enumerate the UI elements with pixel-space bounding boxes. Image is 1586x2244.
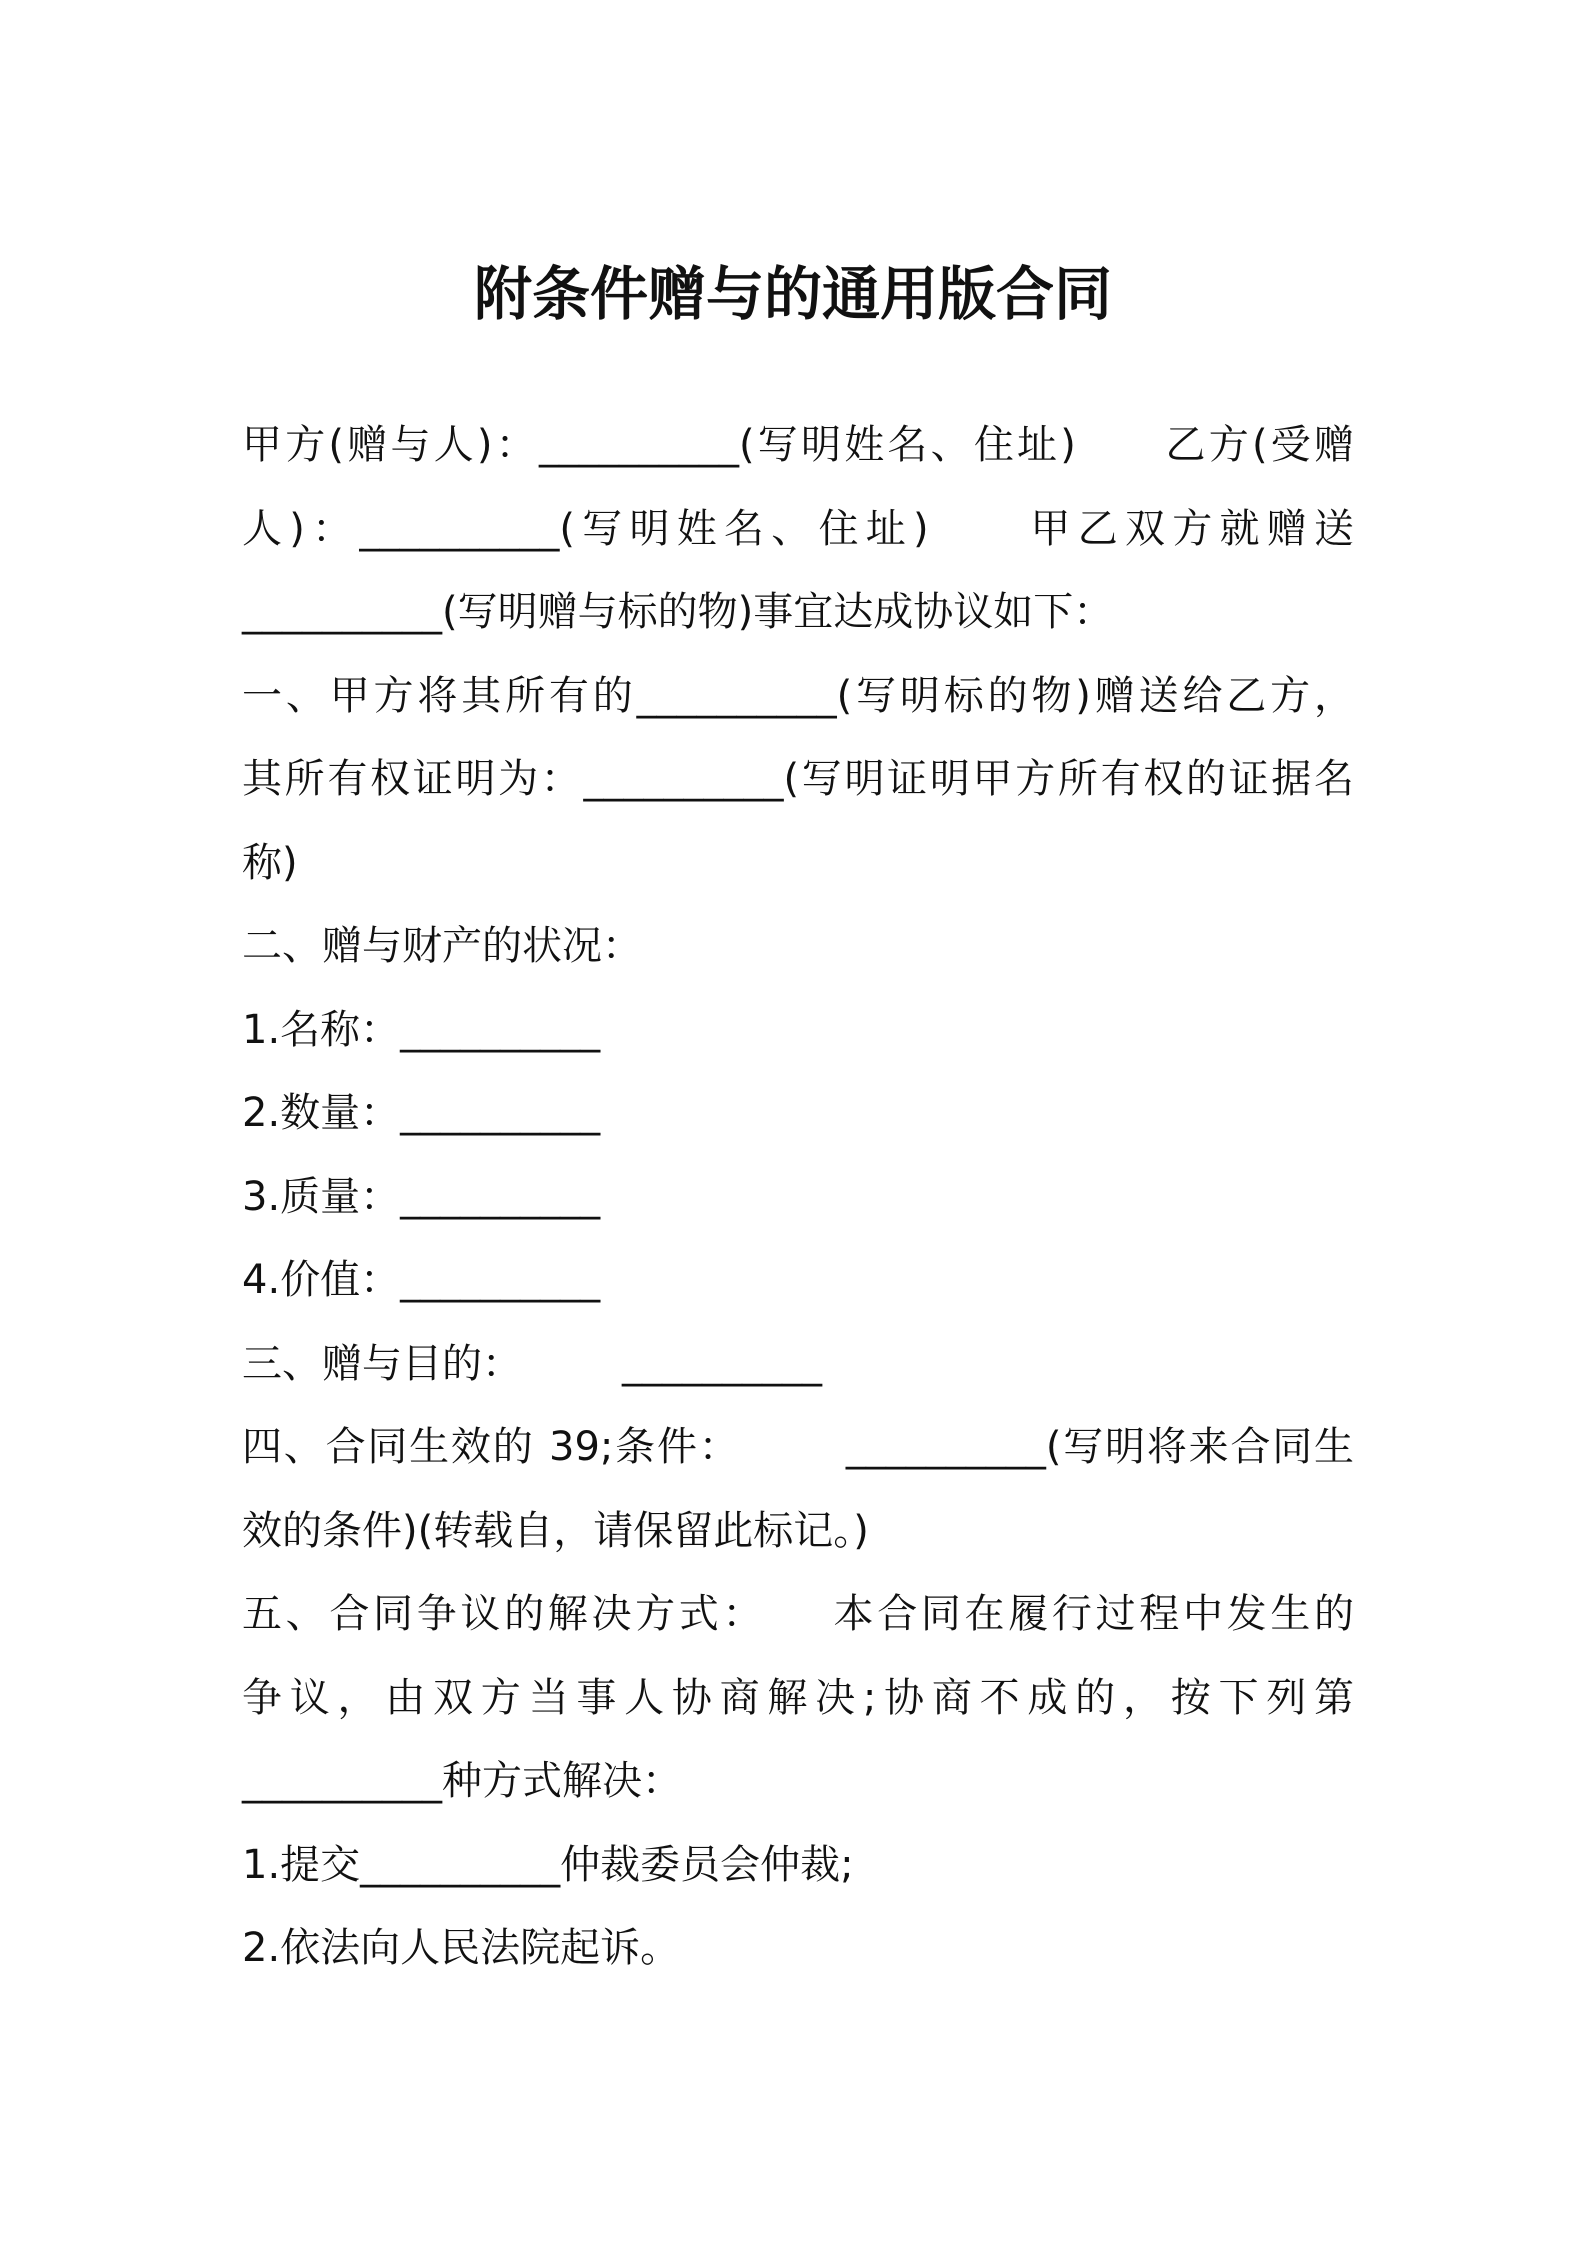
text-line: 人)：__________(写明姓名、住址) 甲乙双方就赠送 <box>242 505 1354 552</box>
list-item: 1.名称：__________ <box>242 1006 601 1053</box>
text-line: 其所有权证明为：__________(写明证明甲方所有权的证据名 <box>242 756 1354 802</box>
list-item: 4.价值：__________ <box>242 1257 601 1303</box>
document-title: 附条件赠与的通用版合同 <box>473 260 1112 328</box>
section-heading: 三、赠与目的： __________ <box>242 1340 822 1387</box>
list-item: 3.质量：__________ <box>242 1173 601 1220</box>
text-line: 一、甲方将其所有的__________(写明标的物)赠送给乙方， <box>242 672 1354 719</box>
text-line: 四、合同生效的 39;条件： __________(写明将来合同生 <box>242 1424 1354 1470</box>
section-heading: 二、赠与财产的状况： <box>242 923 642 969</box>
text-line: 甲方(赠与人)：__________(写明姓名、住址) 乙方(受赠 <box>242 422 1354 468</box>
text-line: 五、合同争议的解决方式： 本合同在履行过程中发生的 <box>242 1591 1354 1637</box>
text-line: 争议，由双方当事人协商解决;协商不成的，按下列第 <box>242 1674 1354 1721</box>
text-line: 称) <box>242 839 298 886</box>
text-line: __________种方式解决： <box>242 1758 682 1804</box>
list-item: 2.依法向人民法院起诉。 <box>242 1925 681 1971</box>
document-body <box>242 404 1354 1991</box>
list-item: 1.提交__________仲裁委员会仲裁; <box>242 1841 854 1888</box>
text-line: 效的条件)(转载自，请保留此标记。) <box>242 1507 869 1554</box>
list-item: 2.数量：__________ <box>242 1090 601 1136</box>
text-line: __________(写明赠与标的物)事宜达成协议如下： <box>242 589 1114 635</box>
